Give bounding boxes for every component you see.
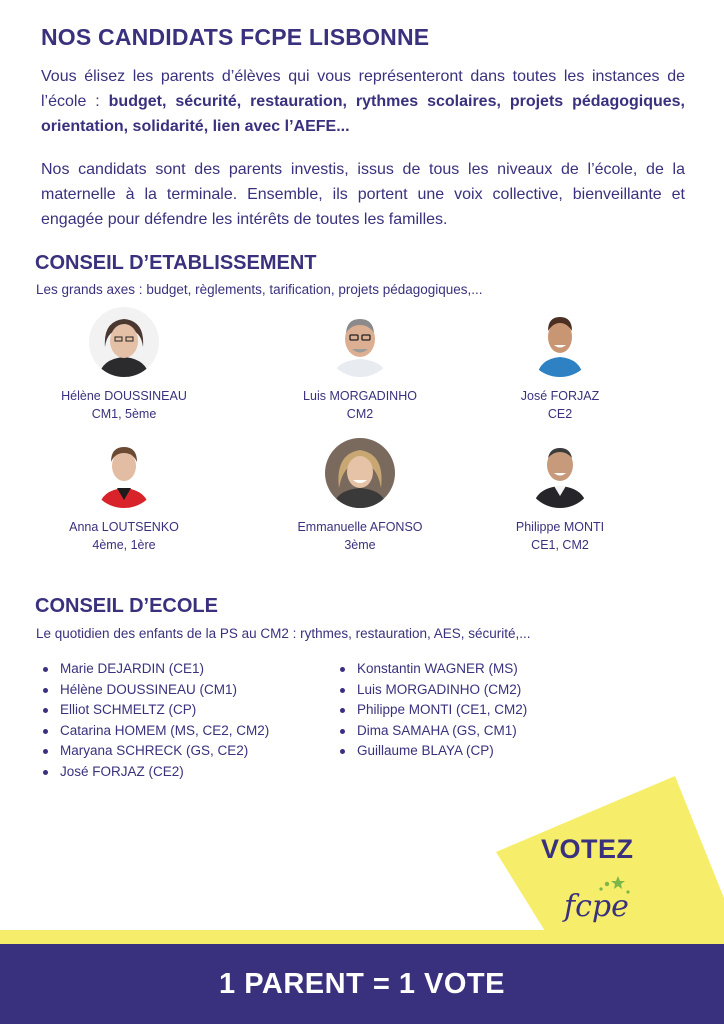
list-item: Dima SAMAHA (GS, CM1) [333, 721, 527, 742]
list-item: Elliot SCHMELTZ (CP) [36, 700, 269, 721]
list-item: José FORJAZ (CE2) [36, 762, 269, 783]
list-item: Marie DEJARDIN (CE1) [36, 659, 269, 680]
conseil-etablissement-subtitle: Les grands axes : budget, règlements, tarification, projets pédagogiques,... [36, 282, 483, 297]
list-item: Maryana SCHRECK (GS, CE2) [36, 741, 269, 762]
candidate-name: Emmanuelle AFONSO [297, 520, 423, 534]
list-item: Philippe MONTI (CE1, CM2) [333, 700, 527, 721]
conseil-ecole-subtitle: Le quotidien des enfants de la PS au CM2 : rythmes, restauration, AES, sécurité,... [36, 626, 531, 641]
candidate-name: José FORJAZ [520, 389, 600, 403]
conseil-ecole-title: CONSEIL D’ECOLE [35, 595, 218, 617]
list-item: Catarina HOMEM (MS, CE2, CM2) [36, 721, 269, 742]
footer-slogan: 1 PARENT = 1 VOTE [219, 967, 505, 1000]
votez-label: VOTEZ [541, 834, 634, 864]
fcpe-logo [560, 870, 640, 930]
candidate-classes: CE2 [547, 407, 573, 421]
candidate-name: Anna LOUTSENKO [69, 520, 179, 534]
candidate-name: Hélène DOUSSINEAU [61, 389, 187, 403]
yellow-strip [0, 930, 724, 944]
footer-banner [0, 944, 724, 1024]
list-item: Guillaume BLAYA (CP) [333, 741, 527, 762]
candidate-name: Philippe MONTI [515, 520, 605, 534]
list-item: Konstantin WAGNER (MS) [333, 659, 527, 680]
list-item: Luis MORGADINHO (CM2) [333, 680, 527, 701]
intro-bold: budget, sécurité, restauration, rythmes scolaires, projets pédagogiques, orientation, solidarité, lien avec l’AEFE... [41, 93, 685, 135]
intro-paragraph-2: Nos candidats sont des parents investis, issus de tous les niveaux de l’école, de la maternelle à la terminale. Ensemble, ils portent une voix collective, bienveillante et engagée pour défendre les intérêts de toutes les familles. [41, 161, 685, 228]
candidate-classes: 3ème [344, 538, 376, 552]
candidate-classes: CM1, 5ème [91, 407, 157, 421]
list-item: Hélène DOUSSINEAU (CM1) [36, 680, 269, 701]
candidate-classes: 4ème, 1ère [92, 538, 156, 552]
candidate-classes: CE1, CM2 [531, 538, 589, 552]
page-title: NOS CANDIDATS FCPE LISBONNE [41, 24, 430, 50]
candidate-name: Luis MORGADINHO [303, 389, 417, 403]
conseil-etablissement-title: CONSEIL D’ETABLISSEMENT [35, 252, 317, 274]
candidate-classes: CM2 [346, 407, 374, 421]
intro-lead: Vous élisez les parents d’élèves qui vous représenteront dans toutes les instances de l’école : [41, 68, 685, 110]
logo-text: fcpe [564, 889, 629, 924]
